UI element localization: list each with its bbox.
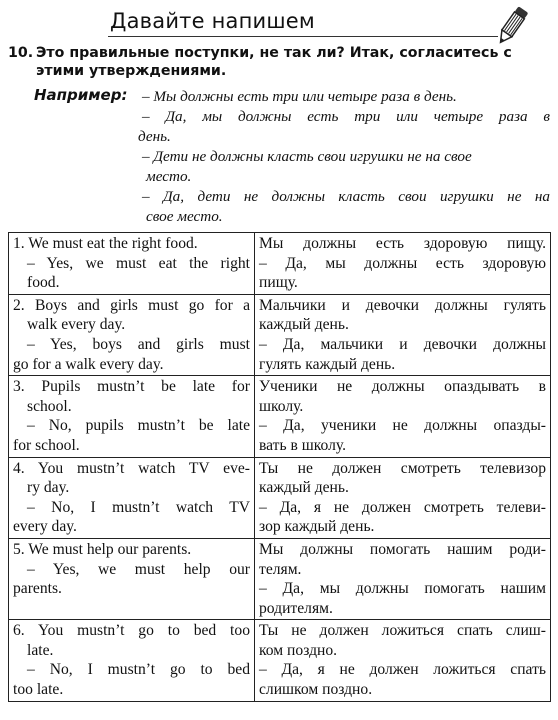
russian-cell bbox=[255, 538, 551, 619]
english-cell bbox=[9, 233, 255, 295]
example-line: свое место. bbox=[146, 208, 223, 225]
english-line: – Yes, we must help our bbox=[27, 560, 250, 578]
task-number: 10. bbox=[8, 45, 34, 61]
english-line: too late. bbox=[13, 681, 64, 699]
example-line: – Да, мы должны есть три или четыре раза в bbox=[142, 108, 550, 125]
english-line: walk every day. bbox=[27, 316, 126, 334]
russian-line: школу. bbox=[259, 397, 304, 415]
english-line: – No, pupils mustn’t be late bbox=[27, 417, 250, 435]
english-cell bbox=[9, 620, 255, 701]
english-line: for school. bbox=[13, 436, 80, 454]
heading-bar bbox=[108, 8, 498, 37]
english-line: 5. We must help our parents. bbox=[13, 540, 192, 558]
russian-cell bbox=[255, 457, 551, 538]
english-cell bbox=[9, 457, 255, 538]
english-line: go for a walk every day. bbox=[13, 355, 164, 373]
table-row bbox=[9, 457, 551, 538]
russian-line: слишком поздно. bbox=[259, 681, 373, 699]
russian-cell bbox=[255, 294, 551, 375]
task-line-1: Это правильные поступки, не так ли? Итак, согласитесь с bbox=[36, 45, 512, 61]
russian-line: вать в школу. bbox=[259, 436, 347, 454]
russian-line: родителям. bbox=[259, 599, 333, 617]
task-instruction bbox=[8, 44, 550, 80]
english-line: 2. Boys and girls must go for a bbox=[13, 296, 250, 314]
english-line: every day. bbox=[13, 518, 77, 536]
example-line: – Да, дети не должны класть свои игрушки не на bbox=[142, 188, 550, 205]
english-line: – No, I mustn’t watch TV bbox=[27, 498, 250, 516]
russian-cell bbox=[255, 233, 551, 295]
example-line: день. bbox=[138, 128, 171, 145]
english-cell bbox=[9, 538, 255, 619]
russian-line: гулять каждый день. bbox=[259, 355, 396, 373]
russian-line: – Да, я не должен ложиться спать bbox=[259, 661, 546, 679]
english-cell bbox=[9, 294, 255, 375]
russian-line: каждый день. bbox=[259, 316, 349, 334]
russian-cell bbox=[255, 376, 551, 457]
english-line: 1. We must eat the right food. bbox=[13, 235, 198, 252]
example-line: – Дети не должны класть свои игрушки не на свое bbox=[142, 148, 472, 165]
english-line: – No, I mustn’t go to bed bbox=[27, 661, 250, 679]
english-line: parents. bbox=[13, 580, 62, 598]
russian-line: телям. bbox=[259, 560, 302, 578]
russian-line: – Да, ученики не должны опазды- bbox=[259, 417, 546, 435]
english-line: late. bbox=[27, 641, 54, 659]
task-line-2: этими утверждениями. bbox=[36, 63, 227, 79]
english-line: – Yes, we must eat the right bbox=[27, 254, 250, 272]
table-row bbox=[9, 376, 551, 457]
russian-line: Мы должны помогать нашим роди- bbox=[259, 540, 546, 558]
english-line: – Yes, boys and girls must bbox=[27, 335, 250, 353]
russian-line: – Да, мы должны есть здоровую bbox=[259, 254, 546, 272]
russian-line: – Да, мальчики и девочки должны bbox=[259, 335, 546, 353]
table-row bbox=[9, 620, 551, 701]
russian-line: пищу. bbox=[259, 274, 298, 292]
russian-line: каждый день. bbox=[259, 479, 349, 497]
table-row bbox=[9, 294, 551, 375]
english-cell bbox=[9, 376, 255, 457]
russian-line: Мальчики и девочки должны гулять bbox=[259, 296, 546, 314]
english-line: food. bbox=[27, 274, 60, 292]
example-line: – Мы должны есть три или четыре раза в день. bbox=[142, 88, 457, 105]
table-row bbox=[9, 233, 551, 295]
exercise-table bbox=[8, 232, 551, 702]
table-row bbox=[9, 538, 551, 619]
russian-line: Ученики не должны опаздывать в bbox=[259, 378, 546, 396]
english-line: 4. You mustn’t watch TV eve- bbox=[13, 459, 250, 477]
russian-cell bbox=[255, 620, 551, 701]
russian-line: – Да, мы должны помогать нашим bbox=[259, 580, 546, 598]
english-line: ry day. bbox=[27, 479, 70, 497]
english-line: school. bbox=[27, 397, 72, 415]
russian-line: Ты не должен смотреть телевизор bbox=[259, 459, 546, 477]
english-line: 3. Pupils mustn’t be late for bbox=[13, 378, 250, 396]
russian-line: зор каждый день. bbox=[259, 518, 375, 536]
example-line: место. bbox=[146, 168, 192, 185]
russian-line: – Да, я не должен смотреть телеви- bbox=[259, 498, 546, 516]
english-line: 6. You mustn’t go to bed too bbox=[13, 622, 250, 640]
russian-line: Ты не должен ложиться спать слиш- bbox=[259, 622, 546, 640]
russian-line: ком поздно. bbox=[259, 641, 338, 659]
example-label: Например: bbox=[34, 86, 128, 104]
pencil-icon bbox=[492, 4, 532, 48]
section-heading: Давайте напишем bbox=[110, 9, 315, 33]
russian-line: Мы должны есть здоровую пищу. bbox=[259, 235, 546, 252]
